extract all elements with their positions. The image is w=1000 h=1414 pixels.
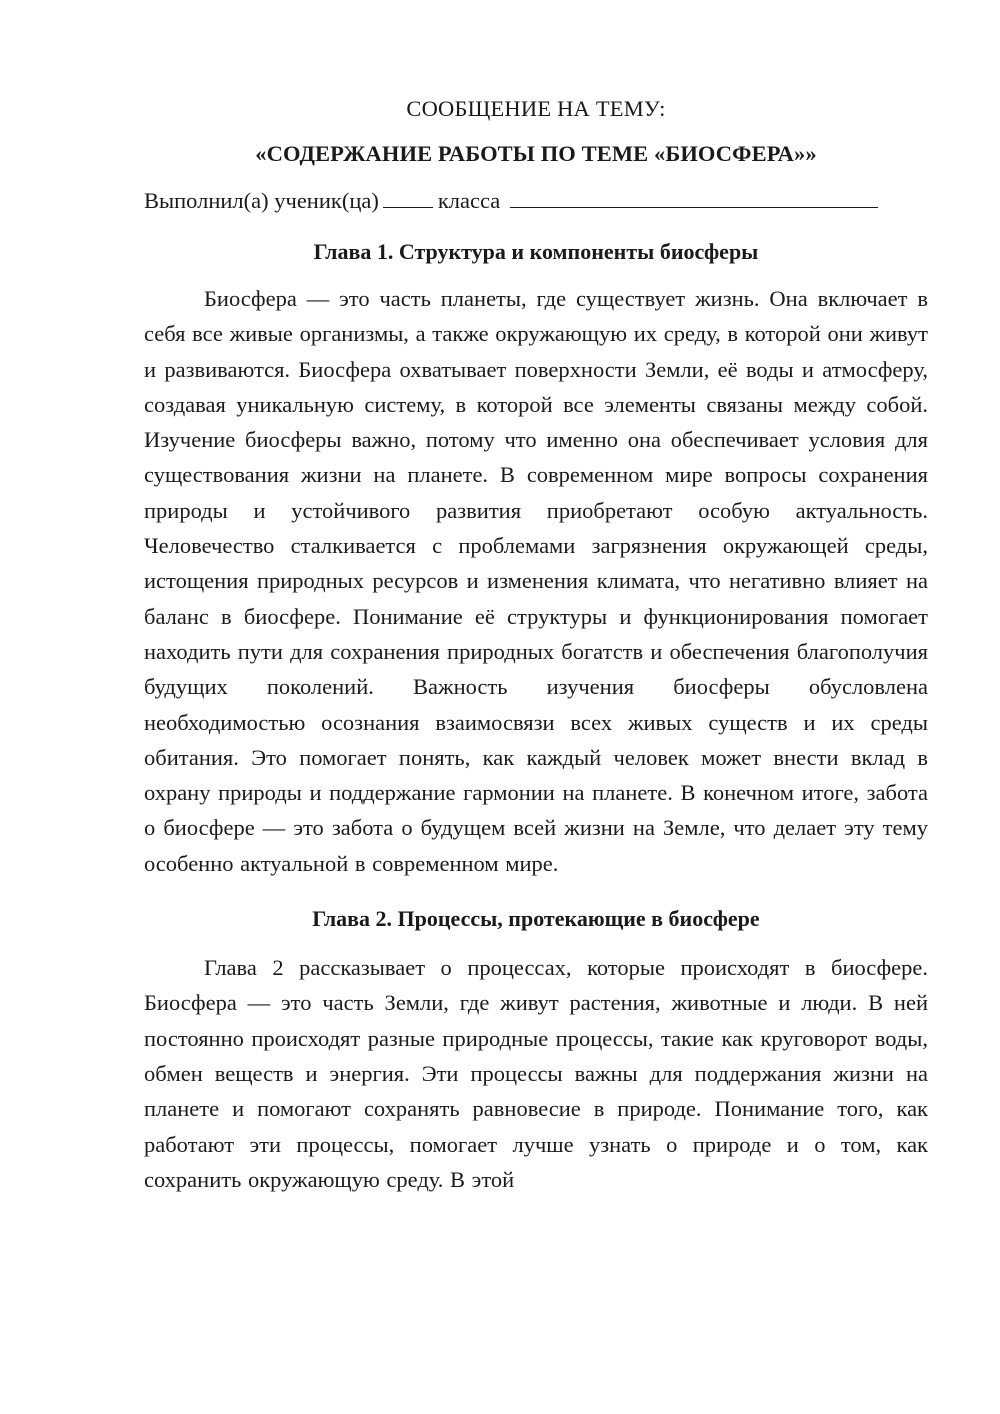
document-page <box>144 88 928 1197</box>
class-number-blank <box>383 185 433 208</box>
signature-line <box>144 185 928 216</box>
chapter-1-heading: Глава 1. Структура и компоненты биосферы <box>313 239 759 264</box>
student-name-blank <box>510 185 878 208</box>
chapter-1-paragraph: Биосфера — это часть планеты, где существует жизнь. Она включает в себя все живые организмы, а также окружающую их среду, в которой они живут и развиваются. Биосфера охватывает поверхности Земли, её воды и атмосферу, создавая уникальную систему, в которой все элементы связаны между собой. Изучение биосферы важно, потому что именно она обеспечивает условия для существования жизни на планете. В современном мире вопросы сохранения природы и устойчивого развития приобретают особую актуальность. Человечество сталкивается с проблемами загрязнения окружающей среды, истощения природных ресурсов и изменения климата, что негативно влияет на баланс в биосфере. Понимание её структуры и функционирования помогает находить пути для сохранения природных богатств и обеспечения благополучия будущих поколений. Важность изучения биосферы обусловлена необходимостью осознания взаимосвязи всех живых существ и их среды обитания. Это помогает понять, как каждый человек может внести вклад в охрану природы и поддержание гармонии на планете. В конечном итоге, забота о биосфере — это забота о будущем всей жизни на Земле, что делает эту тему особенно актуальной в современном мире. <box>144 286 928 876</box>
student-label: Выполнил(а) ученик(ца) <box>144 188 379 213</box>
chapter-2-heading: Глава 2. Процессы, протекающие в биосфере <box>312 906 760 932</box>
chapter-2-paragraph: Глава 2 рассказывает о процессах, которые происходят в биосфере. Биосфера — это часть Земли, где живут растения, животные и люди. В ней постоянно происходят разные природные процессы, такие как круговорот воды, обмен веществ и энергия. Эти процессы важны для поддержания жизни на планете и помогают сохранять равновесие в природе. Понимание того, как работают эти процессы, помогает лучше узнать о природе и о том, как сохранить окружающую среду. В этой <box>144 955 928 1192</box>
document-title-line-2: «СОДЕРЖАНИЕ РАБОТЫ ПО ТЕМЕ «БИОСФЕРА»» <box>255 141 817 166</box>
class-label: класса <box>437 188 501 213</box>
document-title-line-1: СООБЩЕНИЕ НА ТЕМУ: <box>406 96 666 121</box>
